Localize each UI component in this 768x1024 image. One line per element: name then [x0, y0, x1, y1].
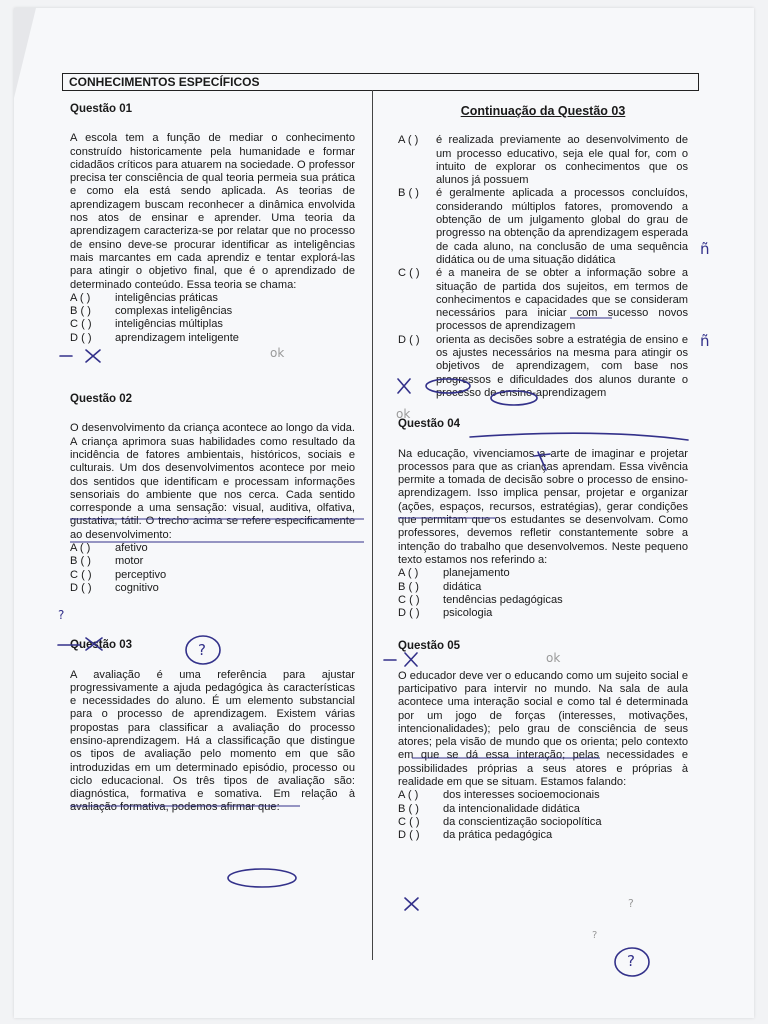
option-text: planejamento — [443, 567, 510, 580]
options-list — [70, 542, 355, 595]
option-text: é realizada previamente ao desenvolvimento de um processo educativo, seja ele qual for, com o intuito de explorar os conhecimentos que os alunos já possuem — [436, 134, 688, 187]
continuation-title: Continuação da Questão 03 — [460, 104, 626, 118]
handwritten-ok: ok — [270, 346, 285, 360]
option-text: motor — [115, 555, 144, 568]
option-text: aprendizagem inteligente — [115, 331, 239, 344]
question-03 — [70, 639, 355, 815]
option-text: psicologia — [443, 607, 493, 620]
option-a[interactable] — [70, 542, 355, 555]
option-d[interactable] — [70, 332, 355, 345]
option-letter: B ( ) — [70, 555, 91, 568]
question-text: A escola tem a função de mediar o conhecimento construído historicamente pela humanidade e formar cidadãos críticos para atuarem na sociedade. O professor precisa ter consciência de qual teoria permeia sua prática e como ela está sendo aplicada. As teorias de aprendizagem buscam reconhecer a dinâmica envolvida nos atos de ensinar e aprender. Uma teoria da aprendizagem caracteriza-se por relatar que no processo de ensino deve-se procurar identificar as inteligências mais marcantes em cada aprendiz e tentar explorá-las para atingir o objetivo final, que é o aprendizado de determinado conteúdo. Essa teoria se chama: — [70, 132, 355, 291]
option-letter: D ( ) — [398, 333, 420, 346]
option-text: da intencionalidade didática — [443, 802, 580, 815]
option-d[interactable] — [398, 829, 688, 842]
question-text: A avaliação é uma referência para ajustar progressivamente a ajuda pedagógica às características e necessidades do aluno. É um elemento substancial para o processo de aprendizagem. Existem várias propostas para classificar a avaliação do processo ensino-aprendizagem. Há a classificação que distingue os tipos de avaliação pelo momento em que são introduzidas em um determinado episódio, processo ou ciclo educacional. Os três tipos de avaliação são: diagnóstica, formativa e somativa. Em relação à avaliação formativa, podemos afirmar que: — [70, 668, 355, 814]
option-letter: C ( ) — [398, 267, 420, 280]
question-03-options — [398, 134, 688, 400]
option-letter: D ( ) — [398, 607, 420, 620]
handwritten-question-mark: ? — [592, 930, 598, 941]
question-text: O educador deve ver o educando como um sujeito social e participativo para intervir no mundo. Na sala de aula acontece uma interação social e como tal é determinada por um jogo de forças (interesses, motivações, intencionalidades); pelo grau de consciência de seus atores; pela visão de mundo que os orienta; pelo contexto em que se dá essa interação; pelas necessidades e possibilidades próprias a seus atores e próprias à realidade em que se situam. Estamos falando: — [398, 669, 688, 789]
spacer — [398, 400, 688, 418]
question-title: Questão 03 — [70, 639, 132, 652]
question-01 — [70, 103, 355, 345]
option-text: inteligências práticas — [115, 291, 218, 304]
option-letter: B ( ) — [70, 305, 91, 318]
option-text: dos interesses socioemocionais — [443, 789, 600, 802]
option-d[interactable] — [398, 334, 688, 400]
right-column — [398, 105, 688, 843]
option-letter: B ( ) — [398, 580, 419, 593]
option-letter: A ( ) — [70, 291, 91, 304]
option-a[interactable] — [398, 789, 688, 802]
option-letter: D ( ) — [70, 581, 92, 594]
option-text: complexas inteligências — [115, 305, 233, 318]
option-a[interactable] — [398, 567, 688, 580]
handwritten-ok: ok — [546, 651, 561, 665]
left-column — [70, 103, 355, 815]
option-letter: D ( ) — [398, 829, 420, 842]
option-text: orienta as decisões sobre a estratégia de ensino e os ajustes necessários na mesma para atingir os objetivos de aprendizagem, com base nos progressos e dificuldades dos alunos durante o processo de ensino-aprendizagem — [436, 333, 688, 399]
option-letter: C ( ) — [398, 593, 420, 606]
handwritten-question-mark: ? — [628, 897, 634, 910]
option-letter: A ( ) — [70, 542, 91, 555]
option-letter: B ( ) — [398, 187, 419, 200]
option-text: cognitivo — [115, 581, 159, 594]
option-letter: B ( ) — [398, 802, 419, 815]
option-letter: A ( ) — [398, 134, 419, 147]
option-a[interactable] — [70, 292, 355, 305]
question-title: Questão 01 — [70, 103, 132, 115]
option-d[interactable] — [70, 582, 355, 595]
option-d[interactable] — [398, 607, 688, 620]
option-letter: C ( ) — [398, 815, 420, 828]
question-04 — [398, 418, 688, 620]
option-c[interactable] — [398, 267, 688, 333]
handwritten-tilde-n: ñ — [700, 332, 710, 350]
option-c[interactable] — [70, 318, 355, 331]
handwritten-question-mark: ? — [58, 608, 65, 622]
handwritten-question-mark: ? — [627, 952, 635, 970]
option-text: perceptivo — [115, 568, 167, 581]
option-a[interactable] — [398, 134, 688, 187]
option-text: inteligências múltiplas — [115, 318, 223, 331]
question-05 — [398, 640, 688, 842]
option-text: didática — [443, 580, 482, 593]
option-c[interactable] — [398, 816, 688, 829]
section-header — [62, 73, 699, 91]
option-letter: D ( ) — [70, 331, 92, 344]
option-letter: C ( ) — [70, 568, 92, 581]
option-letter: A ( ) — [398, 567, 419, 580]
options-list — [70, 292, 355, 345]
option-text: é geralmente aplicada a processos concluídos, considerando múltiplos fatores, promovendo a obtenção de um julgamento global do grau de progresso na obtenção da aprendizagem esperada de cada aluno, na conclusão de uma sequência didática ou de uma situação didática — [436, 187, 688, 266]
option-letter: A ( ) — [398, 789, 419, 802]
option-text: da prática pedagógica — [443, 829, 553, 842]
option-text: é a maneira de se obter a informação sobre a situação de partida dos sujeitos, em termos de conhecimentos e capacidades que se consideram necessários para iniciar com sucesso novos processos de aprendizagem — [436, 267, 688, 333]
spacer — [398, 620, 688, 640]
option-b[interactable] — [70, 305, 355, 318]
option-b[interactable] — [70, 555, 355, 568]
option-b[interactable] — [398, 581, 688, 594]
question-title: Questão 04 — [398, 418, 460, 431]
option-text: da conscientização sociopolítica — [443, 815, 602, 828]
option-text: afetivo — [115, 542, 148, 555]
options-list — [398, 567, 688, 620]
handwritten-ok: ok — [396, 407, 411, 421]
option-letter: C ( ) — [70, 318, 92, 331]
question-title: Questão 05 — [398, 640, 460, 653]
question-title: Questão 02 — [70, 393, 132, 406]
spacer — [70, 595, 355, 639]
option-c[interactable] — [70, 569, 355, 582]
question-02 — [70, 393, 355, 595]
question-text: O desenvolvimento da criança acontece ao longo da vida. A criança aprimora suas habilidades como resultado da incidência de fatores ambientais, históricos, sociais e culturais. Um dos desenvolvimentos acontece por meio dos sentidos que identificam e processam informações sensoriais do ambiente que nos cerca. Cada sentido corresponde a uma sensação: visual, auditiva, olfativa, gustativa, tátil. O trecho acima se refere especificamente ao desenvolvimento: — [70, 422, 355, 541]
option-b[interactable] — [398, 803, 688, 816]
page-corner-fold — [14, 8, 36, 98]
question-text: Na educação, vivenciamos a arte de imaginar e projetar processos para que as crianças aprendam. Essa vivência permite a tomada de decisão sobre o processo de ensino-aprendizagem. Isso implica pensar, projetar e organizar (ações, espaços, recursos, estratégias), gerar condições que permitam que os estudantes se desenvolvam. Como professores, devemos refletir constantemente sobre a intenção do trabalho que desenvolvemos. Neste pequeno texto estamos nos referindo a: — [398, 447, 688, 566]
option-text: tendências pedagógicas — [443, 593, 563, 606]
column-divider — [372, 90, 373, 960]
section-header-title: CONHECIMENTOS ESPECÍFICOS — [69, 75, 260, 89]
options-list — [398, 789, 688, 842]
spacer — [70, 345, 355, 393]
option-b[interactable] — [398, 187, 688, 267]
option-c[interactable] — [398, 594, 688, 607]
handwritten-tilde-n: ñ — [700, 240, 710, 258]
handwritten-question-mark: ? — [198, 641, 206, 659]
